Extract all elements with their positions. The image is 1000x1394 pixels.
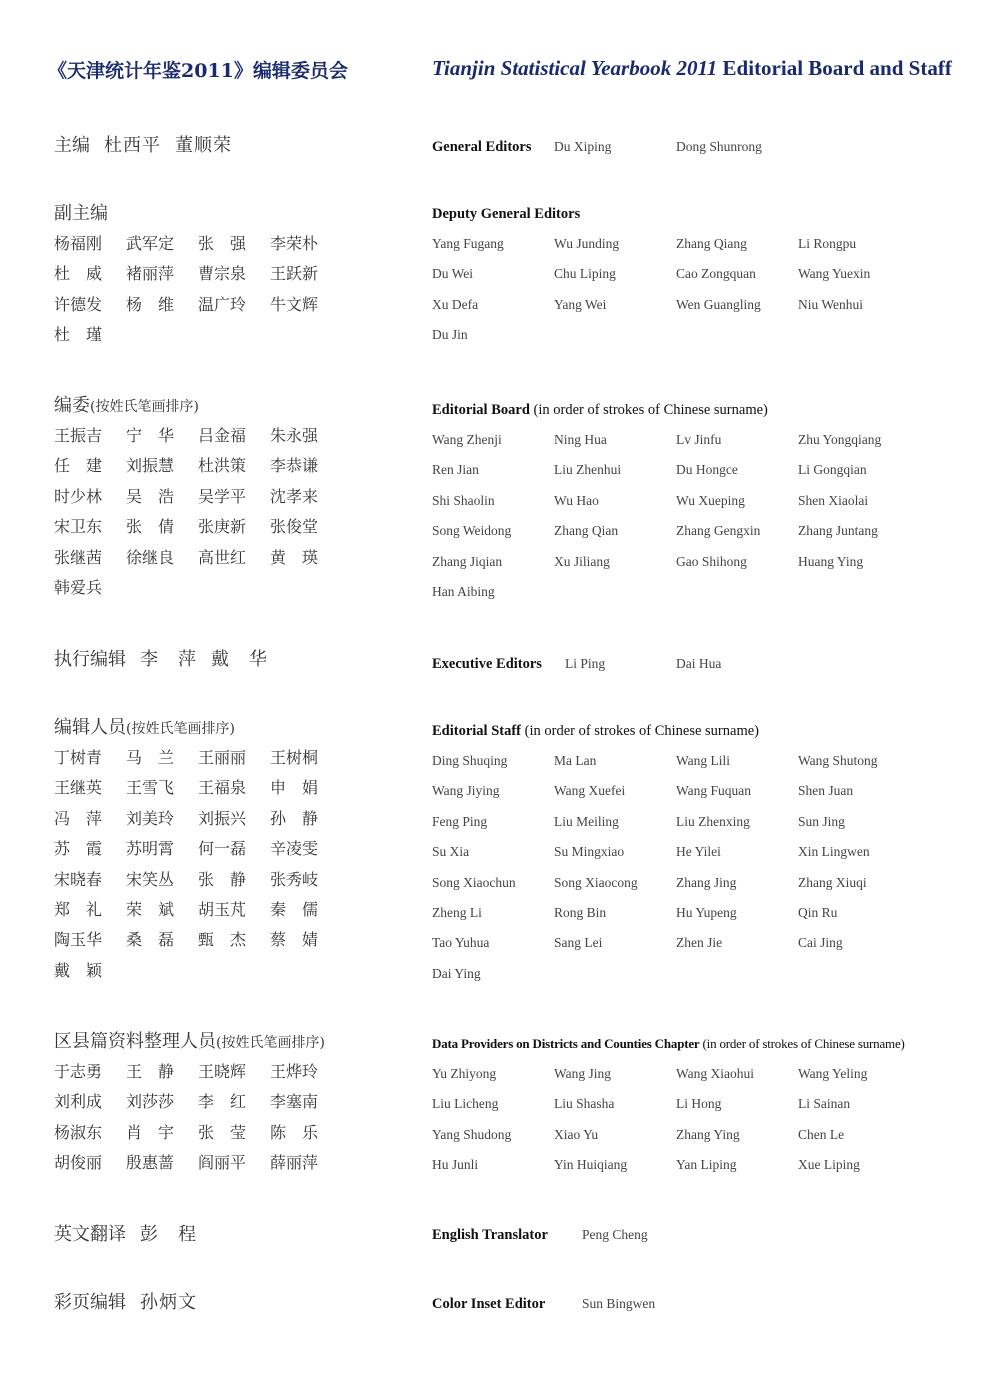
name-cell: 阎丽平 <box>198 1153 247 1173</box>
name-cell: 戴 颖 <box>54 960 103 980</box>
name-cell: 王树桐 <box>270 748 319 767</box>
name-cell: Xu Jiliang <box>554 553 610 569</box>
zh-name-grid <box>54 229 342 351</box>
name-cell: 韩爱兵 <box>54 577 103 597</box>
title-english <box>432 56 952 81</box>
en-english-translator <box>432 1220 992 1250</box>
name-cell: 胡俊丽 <box>54 1153 103 1173</box>
en-name: Dong Shunrong <box>676 139 762 154</box>
name-cell: 马 兰 <box>126 748 175 767</box>
name-cell: Zhang Juntang <box>798 523 878 539</box>
name-cell: 杨 维 <box>126 294 175 314</box>
zh-name: 孙炳文 <box>140 1292 197 1313</box>
zh-deputy-editors <box>54 199 342 351</box>
name-cell: Huang Ying <box>798 553 864 569</box>
name-cell: 吴 浩 <box>126 486 175 506</box>
name-cell: 王丽丽 <box>198 748 247 767</box>
zh-label: 编辑人员 <box>54 717 126 738</box>
name-cell: 刘利成 <box>54 1092 103 1112</box>
en-name: Sun Bingwen <box>582 1296 656 1311</box>
name-cell: 秦 儒 <box>270 899 319 919</box>
zh-label: 彩页编辑 <box>54 1292 126 1313</box>
name-cell: Xue Liping <box>798 1157 860 1173</box>
name-cell: Du Wei <box>432 266 474 282</box>
name-cell: Shen Xiaolai <box>798 492 869 508</box>
name-cell: Ren Jian <box>432 462 479 478</box>
name-cell: 张 莹 <box>198 1122 247 1142</box>
name-cell: 辛凌雯 <box>270 839 319 859</box>
name-cell: Shi Shaolin <box>432 492 495 508</box>
name-cell: 冯 萍 <box>54 808 103 828</box>
name-cell: 李恭谦 <box>270 456 319 476</box>
name-cell: Wen Guangling <box>676 296 761 312</box>
name-cell: 申 娟 <box>270 778 319 798</box>
name-cell: Wang Fuquan <box>676 783 752 799</box>
name-cell: 宋笑丛 <box>126 869 175 889</box>
name-cell: 王烨玲 <box>270 1062 319 1081</box>
name-cell: Liu Shasha <box>554 1096 615 1112</box>
title-english-italic: Tianjin Statistical Yearbook 2011 <box>432 56 718 80</box>
name-cell: 王晓辉 <box>198 1062 247 1081</box>
name-cell: Gao Shihong <box>676 553 747 569</box>
name-cell: 胡玉芃 <box>198 899 247 919</box>
name-cell: 张 倩 <box>126 517 175 537</box>
name-cell: 苏明霄 <box>126 839 175 859</box>
name-cell: 肖 宇 <box>126 1122 175 1142</box>
en-label: General Editors <box>432 139 532 155</box>
zh-note: (按姓氏笔画排序) <box>126 721 235 737</box>
zh-color-inset-editor <box>54 1288 211 1318</box>
name-cell: Zhu Yongqiang <box>798 432 882 447</box>
en-name: Peng Cheng <box>582 1227 648 1242</box>
name-cell: 杜 威 <box>54 264 103 284</box>
name-cell: 牛文辉 <box>270 294 319 314</box>
en-name-grid <box>432 746 920 989</box>
name-cell: Su Mingxiao <box>554 844 625 860</box>
name-cell: Niu Wenhui <box>798 296 864 312</box>
name-cell: Liu Licheng <box>432 1096 499 1112</box>
title-chinese: 《天津统计年鉴2011》编辑委员会 <box>48 60 348 82</box>
name-cell: Chu Liping <box>554 266 616 282</box>
name-cell: Yang Shudong <box>432 1126 512 1142</box>
name-cell: 刘莎莎 <box>126 1092 175 1112</box>
name-cell: Sun Jing <box>798 813 845 829</box>
name-cell: Song Xiaochun <box>432 874 516 890</box>
name-cell: 曹宗泉 <box>198 264 247 284</box>
name-cell: 张庚新 <box>198 517 247 537</box>
name-cell: 褚丽萍 <box>126 264 175 284</box>
name-cell: Li Gongqian <box>798 462 867 478</box>
name-cell: 丁树青 <box>54 748 103 767</box>
name-cell: 宋卫东 <box>54 517 103 537</box>
name-cell: 杜洪策 <box>198 456 247 476</box>
en-note: (in order of strokes of Chinese surname) <box>521 723 759 739</box>
name-cell: Hu Yupeng <box>676 904 737 920</box>
en-name-grid <box>432 229 920 351</box>
zh-note: (按姓氏笔画排序) <box>216 1035 325 1051</box>
name-cell: Yang Wei <box>554 296 607 312</box>
zh-name: 杜西平 <box>104 135 161 156</box>
name-cell: Wu Junding <box>554 236 620 251</box>
en-general-editors <box>432 132 992 162</box>
zh-label: 编委 <box>54 395 90 416</box>
name-cell: 王福泉 <box>198 778 247 798</box>
name-cell: 何一磊 <box>198 839 247 859</box>
name-cell: 张继茜 <box>54 547 103 567</box>
zh-name: 董顺荣 <box>175 135 232 156</box>
name-cell: 陈 乐 <box>270 1122 319 1142</box>
en-note: (in order of strokes of Chinese surname) <box>529 402 768 418</box>
name-cell: Shen Juan <box>798 783 854 799</box>
name-cell: 朱永强 <box>270 426 319 445</box>
en-name-grid <box>432 425 920 607</box>
name-cell: 郑 礼 <box>54 899 103 919</box>
name-cell: Yin Huiqiang <box>554 1157 628 1173</box>
name-cell: 徐继良 <box>126 547 175 567</box>
name-cell: Zhang Ying <box>676 1126 740 1142</box>
en-label: Color Inset Editor <box>432 1296 546 1312</box>
name-cell: 王继英 <box>54 778 103 798</box>
en-label: Deputy General Editors <box>432 206 581 222</box>
name-cell: Cao Zongquan <box>676 266 756 282</box>
name-cell: Sang Lei <box>554 935 603 951</box>
name-cell: Li Sainan <box>798 1096 851 1112</box>
name-cell: Wang Lili <box>676 753 731 768</box>
name-cell: Yan Liping <box>676 1157 737 1173</box>
name-cell: 苏 霞 <box>54 839 103 859</box>
name-cell: Wang Yeling <box>798 1066 868 1081</box>
zh-editorial-board <box>54 391 342 603</box>
name-cell: He Yilei <box>676 844 721 860</box>
zh-label: 执行编辑 <box>54 649 126 670</box>
name-cell: Rong Bin <box>554 904 607 920</box>
zh-name-grid <box>54 1057 342 1179</box>
name-cell: Wang Xuefei <box>554 783 626 799</box>
en-executive-editors <box>432 649 992 679</box>
name-cell: Song Xiaocong <box>554 874 638 890</box>
zh-name: 戴 华 <box>211 649 268 670</box>
zh-english-translator <box>54 1220 211 1250</box>
name-cell: 张 强 <box>198 234 247 253</box>
zh-name: 彭 程 <box>140 1224 197 1245</box>
title-english-rest: Editorial Board and Staff <box>717 56 952 80</box>
name-cell: Zhang Qian <box>554 523 619 539</box>
name-cell: 荣 斌 <box>126 899 175 919</box>
name-cell: 于志勇 <box>54 1062 103 1081</box>
name-cell: 沈孝来 <box>270 486 319 506</box>
zh-name-grid <box>54 421 342 603</box>
name-cell: 李 红 <box>198 1092 247 1112</box>
name-cell: Wang Xiaohui <box>676 1066 755 1081</box>
name-cell: Xu Defa <box>432 296 479 312</box>
name-cell: 张秀岐 <box>270 869 319 889</box>
zh-data-providers <box>54 1027 342 1179</box>
name-cell: Ning Hua <box>554 432 607 447</box>
en-data-providers <box>432 1029 920 1181</box>
zh-label: 副主编 <box>54 203 108 224</box>
name-cell: Qin Ru <box>798 904 838 920</box>
name-cell: 李塞南 <box>270 1092 319 1112</box>
name-cell: Zheng Li <box>432 904 482 920</box>
name-cell: Wang Jiying <box>432 783 500 799</box>
en-label: English Translator <box>432 1227 548 1243</box>
name-cell: 高世红 <box>198 547 247 567</box>
zh-label: 区县篇资料整理人员 <box>54 1031 216 1052</box>
name-cell: Chen Le <box>798 1126 845 1142</box>
name-cell: Wang Jing <box>554 1066 612 1081</box>
zh-name-grid <box>54 743 342 986</box>
name-cell: Xiao Yu <box>554 1126 599 1142</box>
name-cell: Hu Junli <box>432 1157 479 1173</box>
name-cell: Zhang Jing <box>676 874 737 890</box>
zh-executive-editors <box>54 645 282 675</box>
name-cell: 吴学平 <box>198 486 247 506</box>
name-cell: 张 静 <box>198 869 247 889</box>
name-cell: 桑 磊 <box>126 930 175 950</box>
name-cell: Wu Hao <box>554 492 599 508</box>
zh-name: 李 萍 <box>140 649 197 670</box>
name-cell: Zhen Jie <box>676 935 723 951</box>
name-cell: Zhang Xiuqi <box>798 874 867 890</box>
zh-note: (按姓氏笔画排序) <box>90 399 199 415</box>
name-cell: Lv Jinfu <box>676 432 722 447</box>
name-cell: 宋晓春 <box>54 869 103 889</box>
name-cell: 刘美玲 <box>126 808 175 828</box>
en-name: Li Ping <box>565 656 606 671</box>
name-cell: Feng Ping <box>432 813 488 829</box>
name-cell: 吕金福 <box>198 426 247 445</box>
name-cell: 蔡 婧 <box>270 930 319 950</box>
name-cell: Liu Zhenhui <box>554 462 622 478</box>
en-label: Executive Editors <box>432 656 542 672</box>
name-cell: 陶玉华 <box>54 930 103 950</box>
name-cell: 宁 华 <box>126 426 175 445</box>
en-name: Dai Hua <box>676 656 722 671</box>
name-cell: 时少林 <box>54 486 103 506</box>
name-cell: 王振吉 <box>54 426 103 445</box>
name-cell: Tao Yuhua <box>432 935 490 951</box>
name-cell: 薛丽萍 <box>270 1153 319 1173</box>
name-cell: Cai Jing <box>798 935 843 951</box>
name-cell: Li Rongpu <box>798 236 857 251</box>
en-note: (in order of strokes of Chinese surname) <box>699 1036 905 1051</box>
name-cell: 孙 静 <box>270 808 319 828</box>
name-cell: 甄 杰 <box>198 930 247 950</box>
name-cell: Li Hong <box>676 1096 722 1112</box>
name-cell: 刘振慧 <box>126 456 175 476</box>
name-cell: Wang Shutong <box>798 753 878 768</box>
en-editorial-staff <box>432 716 920 989</box>
name-cell: Liu Meiling <box>554 813 619 829</box>
name-cell: 杨福刚 <box>54 234 103 253</box>
name-cell: Dai Ying <box>432 965 481 981</box>
name-cell: Liu Zhenxing <box>676 813 750 829</box>
name-cell: 刘振兴 <box>198 808 247 828</box>
name-cell: 李荣朴 <box>270 234 319 253</box>
name-cell: 王跃新 <box>270 264 319 284</box>
en-label: Editorial Staff <box>432 723 522 739</box>
name-cell: Ding Shuqing <box>432 753 508 768</box>
name-cell: 王 静 <box>126 1062 175 1081</box>
name-cell: Zhang Gengxin <box>676 523 761 539</box>
en-name-grid <box>432 1059 920 1181</box>
en-editorial-board <box>432 395 920 607</box>
name-cell: Zhang Jiqian <box>432 553 503 569</box>
en-color-inset-editor <box>432 1289 992 1319</box>
name-cell: Han Aibing <box>432 583 495 599</box>
en-label: Data Providers on Districts and Counties Chapter <box>432 1036 700 1051</box>
zh-label: 主编 <box>54 135 90 156</box>
name-cell: 杜 瑾 <box>54 325 103 345</box>
name-cell: Zhang Qiang <box>676 236 747 251</box>
name-cell: Xin Lingwen <box>798 844 870 860</box>
en-label: Editorial Board <box>432 402 530 418</box>
name-cell: 温广玲 <box>198 294 247 314</box>
name-cell: Du Jin <box>432 327 468 343</box>
zh-general-editors <box>54 131 246 161</box>
name-cell: Ma Lan <box>554 753 597 768</box>
zh-label: 英文翻译 <box>54 1224 126 1245</box>
name-cell: Su Xia <box>432 844 470 860</box>
name-cell: 任 建 <box>54 456 103 476</box>
en-deputy-editors <box>432 199 920 351</box>
name-cell: 殷惠蔷 <box>126 1153 175 1173</box>
name-cell: 杨淑东 <box>54 1122 103 1142</box>
zh-editorial-staff <box>54 713 342 986</box>
en-name: Du Xiping <box>554 139 612 154</box>
name-cell: Yu Zhiyong <box>432 1066 497 1081</box>
name-cell: 许德发 <box>54 294 103 314</box>
name-cell: Wang Zhenji <box>432 432 502 447</box>
name-cell: 武军定 <box>126 234 175 253</box>
name-cell: Du Hongce <box>676 462 738 478</box>
name-cell: Song Weidong <box>432 523 512 539</box>
name-cell: Wu Xueping <box>676 492 745 508</box>
name-cell: Yang Fugang <box>432 236 504 251</box>
name-cell: 张俊堂 <box>270 517 319 537</box>
name-cell: 王雪飞 <box>126 778 175 798</box>
name-cell: 黄 瑛 <box>270 547 319 567</box>
name-cell: Wang Yuexin <box>798 266 871 282</box>
